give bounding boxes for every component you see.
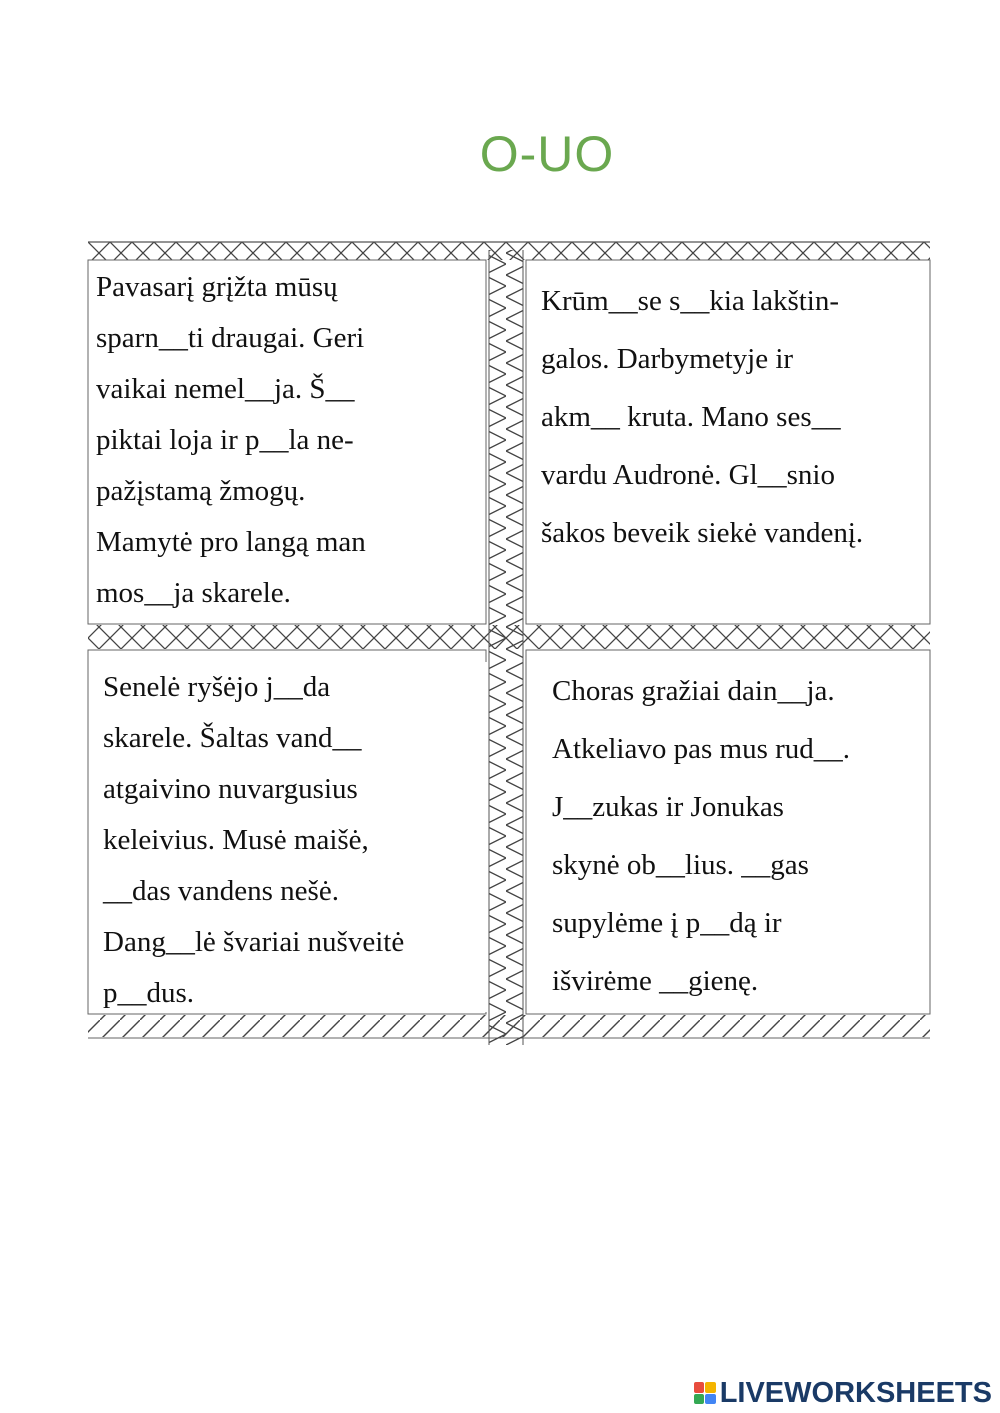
liveworksheets-logo — [694, 1373, 992, 1413]
text-line: skarele. Šaltas vand__ — [103, 722, 362, 754]
exercise-box-3 — [103, 662, 487, 1012]
exercise-box-1 — [96, 262, 484, 622]
text-line: išvirėme __gienę. — [552, 965, 759, 997]
text-line: galos. Darbymetyje ir — [541, 343, 794, 375]
text-line: Krūm__se s__kia lakštin- — [541, 285, 840, 317]
text-line: sparn__ti draugai. Geri — [96, 322, 365, 354]
text-line: pažįstamą žmogų. — [96, 475, 306, 507]
logo-square — [694, 1382, 705, 1393]
text-line: supylėme į p__dą ir — [552, 907, 782, 939]
logo-grid-icon — [694, 1382, 716, 1404]
text-line: mos__ja skarele. — [96, 577, 291, 609]
logo-square — [705, 1394, 716, 1405]
text-line: p__dus. — [103, 977, 195, 1009]
text-line: Atkeliavo pas mus rud__. — [552, 733, 851, 765]
exercise-box-2 — [541, 272, 929, 622]
logo-square — [705, 1382, 716, 1393]
text-line: atgaivino nuvargusius — [103, 773, 358, 805]
text-line: Senelė ryšėjo j__da — [103, 671, 331, 703]
text-line: skynė ob__lius. __gas — [552, 849, 809, 881]
text-line: __das vandens nešė. — [103, 875, 339, 907]
exercise-box-4 — [552, 662, 928, 1012]
text-line: J__zukas ir Jonukas — [552, 791, 784, 823]
text-line: vardu Audronė. Gl__snio — [541, 459, 835, 491]
text-line: keleivius. Musė maišė, — [103, 824, 369, 856]
page-title: O-UO — [479, 126, 615, 182]
text-line: vaikai nemel__ja. Š__ — [96, 373, 355, 405]
text-line: Choras gražiai dain__ja. — [552, 675, 835, 707]
text-line: piktai loja ir p__la ne- — [96, 424, 354, 456]
text-line: Pavasarį grįžta mūsų — [96, 271, 338, 303]
text-line: Mamytė pro langą man — [96, 526, 366, 558]
text-line: Dang__lė švariai nušveitė — [103, 926, 405, 958]
text-line: akm__ kruta. Mano ses__ — [541, 401, 841, 433]
logo-square — [694, 1394, 705, 1405]
brand-name: LIVEWORKSHEETS — [719, 1376, 992, 1409]
text-line: šakos beveik siekė vandenį. — [541, 517, 864, 549]
